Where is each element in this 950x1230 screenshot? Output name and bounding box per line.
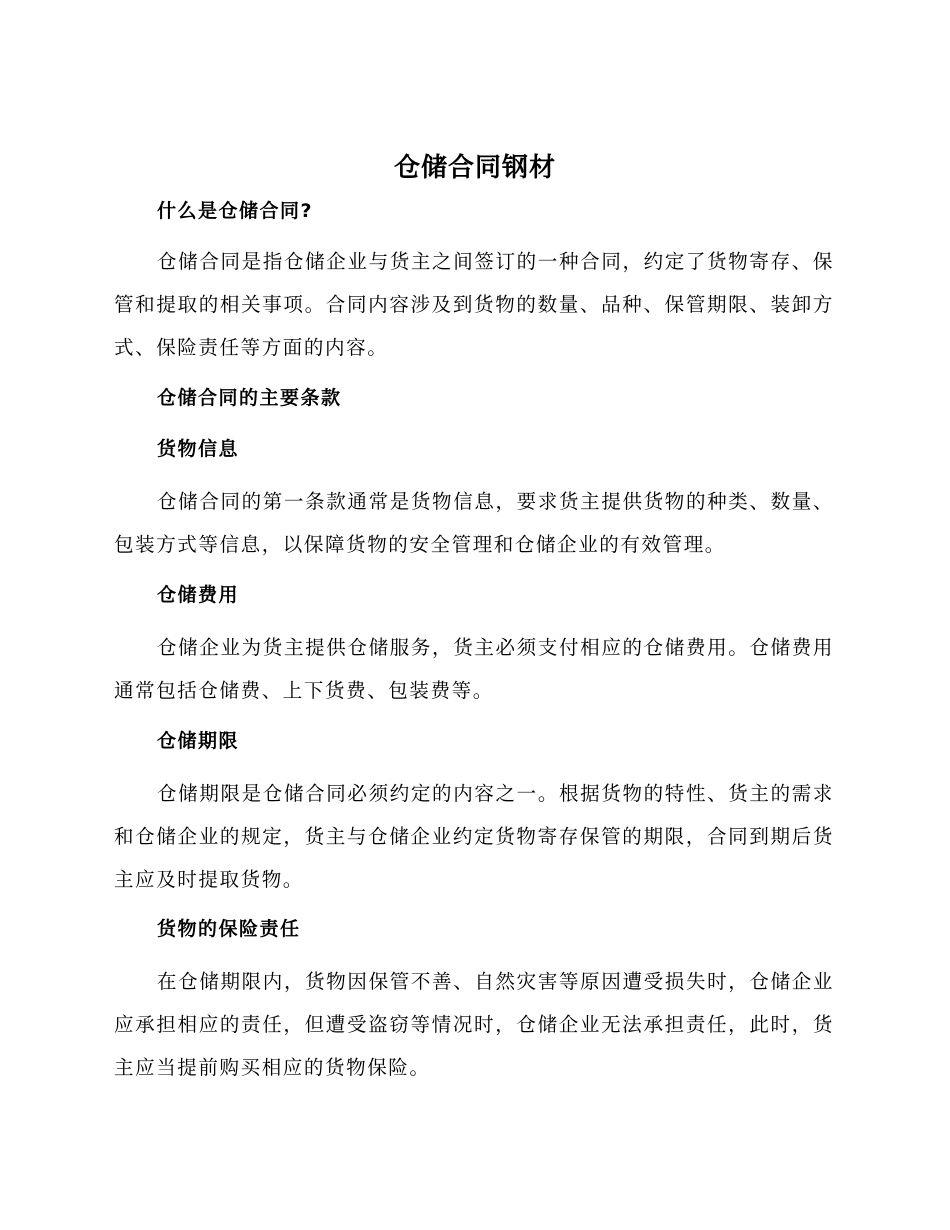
section-heading-main-terms: 仓储合同的主要条款 bbox=[157, 387, 342, 409]
section-paragraph-insurance: 在仓储期限内，货物因保管不善、自然灾害等原因遭受损失时，仓储企业应承担相应的责任，但遭受盗窃等情况时，仓储企业无法承担责任，此时，货主应当提前购买相应的货物保险。 bbox=[114, 970, 834, 1079]
section-paragraph-goods-info: 仓储合同的第一条款通常是货物信息，要求货主提供货物的种类、数量、包装方式等信息，以保障货物的安全管理和仓储企业的有效管理。 bbox=[114, 490, 834, 556]
section-heading-storage-fees: 仓储费用 bbox=[157, 584, 240, 606]
section-paragraph-storage-term: 仓储期限是仓储合同必须约定的内容之一。根据货物的特性、货主的需求和仓储企业的规定，货主与仓储企业约定货物寄存保管的期限，合同到期后货主应及时提取货物。 bbox=[114, 782, 834, 891]
section-heading-insurance: 货物的保险责任 bbox=[157, 918, 301, 940]
section-paragraph-what-is-contract: 仓储合同是指仓储企业与货主之间签订的一种合同，约定了货物寄存、保管和提取的相关事项。合同内容涉及到货物的数量、品种、保管期限、装卸方式、保险责任等方面的内容。 bbox=[114, 250, 834, 359]
section-paragraph-storage-fees: 仓储企业为货主提供仓储服务，货主必须支付相应的仓储费用。仓储费用通常包括仓储费、上下货费、包装费等。 bbox=[114, 636, 834, 702]
section-heading-storage-term: 仓储期限 bbox=[157, 730, 240, 752]
section-heading-what-is-contract: 什么是仓储合同? bbox=[157, 200, 314, 222]
section-heading-goods-info: 货物信息 bbox=[157, 438, 240, 460]
document-title: 仓储合同钢材 bbox=[393, 153, 556, 183]
